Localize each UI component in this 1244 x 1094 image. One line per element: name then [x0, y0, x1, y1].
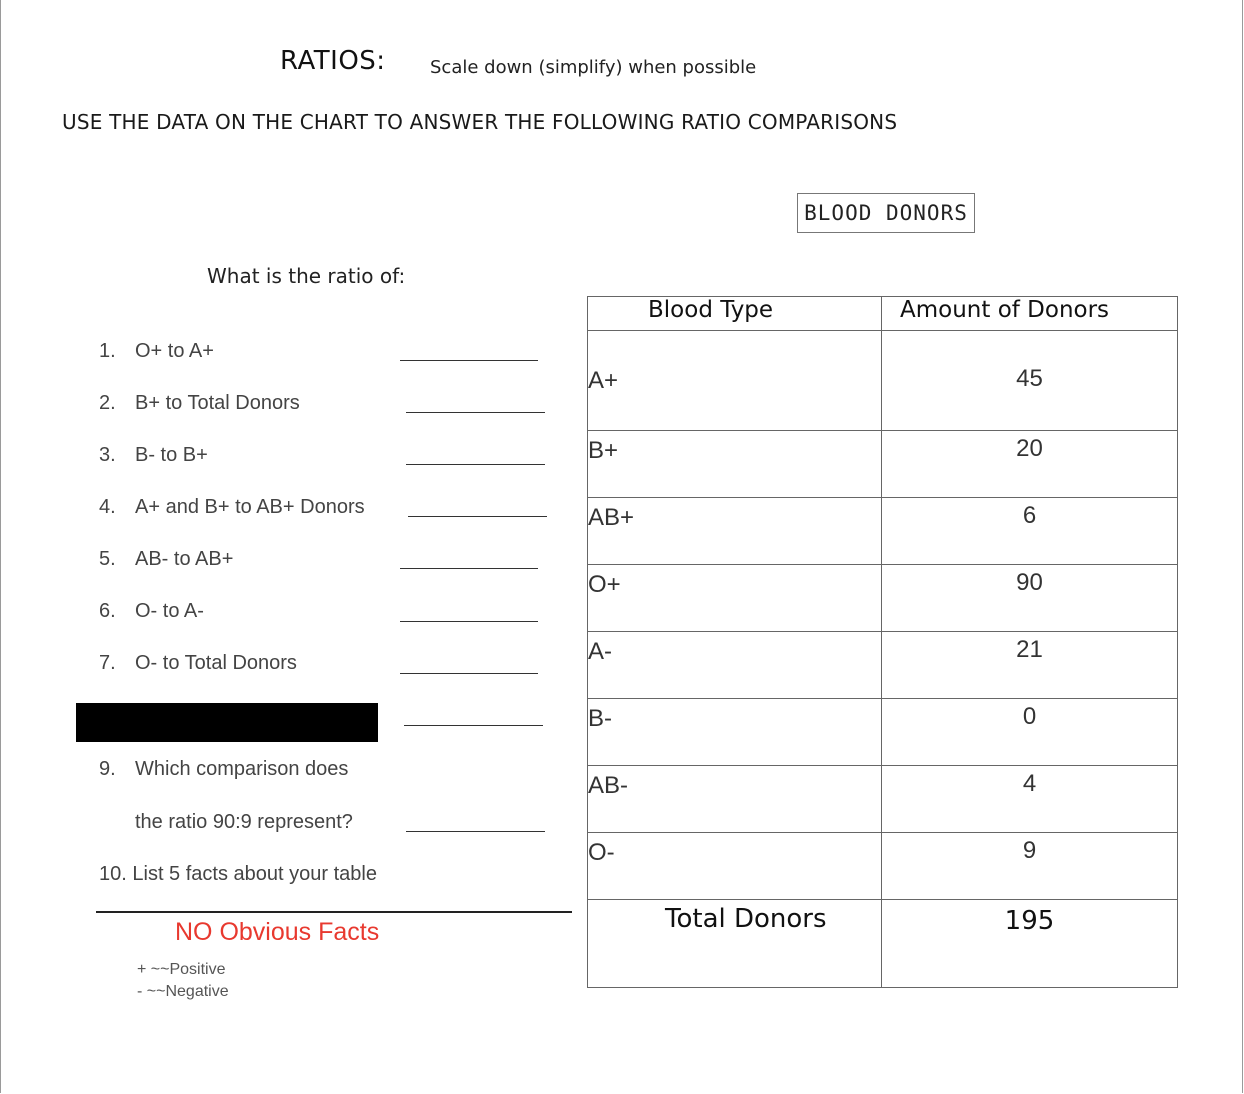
header-amount-of-donors: Amount of Donors [882, 297, 1178, 331]
answer-line-8[interactable] [404, 725, 543, 726]
question-text: O+ to A+ [135, 340, 214, 362]
blood-type-cell: AB- [588, 766, 882, 833]
donor-amount-cell: 0 [882, 699, 1178, 766]
no-obvious-facts-note: NO Obvious Facts [175, 918, 380, 946]
donor-amount-cell: 90 [882, 565, 1178, 632]
donor-amount-cell: 21 [882, 632, 1178, 699]
question-9-continued [135, 811, 353, 834]
question-text: AB- to AB+ [135, 548, 234, 570]
question-number: 3. [99, 444, 116, 466]
blood-type-cell: B- [588, 699, 882, 766]
question-10 [99, 863, 377, 886]
page-subtitle: Scale down (simplify) when possible [430, 57, 757, 78]
blood-type-cell: O- [588, 833, 882, 900]
donor-amount-cell: 45 [882, 331, 1178, 431]
question-text: List 5 facts about your table [132, 863, 377, 885]
redacted-question-8 [76, 703, 378, 742]
question-3 [99, 444, 208, 467]
table-row [588, 331, 1178, 431]
table-row [588, 632, 1178, 699]
ratio-prompt: What is the ratio of: [207, 264, 406, 288]
donor-amount-cell: 4 [882, 766, 1178, 833]
table-header-row [588, 297, 1178, 331]
table-row [588, 699, 1178, 766]
header-blood-type: Blood Type [588, 297, 882, 331]
question-number: 6. [99, 600, 116, 622]
answer-line-6[interactable] [400, 621, 538, 622]
table-row [588, 431, 1178, 498]
legend-positive: + ~~Positive [137, 961, 226, 978]
table-row [588, 766, 1178, 833]
question-number: 1. [99, 340, 116, 362]
question-6 [99, 600, 204, 623]
answer-line-3[interactable] [406, 464, 545, 465]
question-number: 7. [99, 652, 116, 674]
answer-line-9[interactable] [406, 831, 545, 832]
question-7 [99, 652, 297, 675]
donor-amount-cell: 9 [882, 833, 1178, 900]
answer-line-2[interactable] [406, 412, 545, 413]
question-4 [99, 496, 365, 519]
question-text: B- to B+ [135, 444, 208, 466]
answer-line-1[interactable] [400, 360, 538, 361]
blood-type-cell: A- [588, 632, 882, 699]
question-1 [99, 340, 214, 363]
question-5 [99, 548, 233, 571]
blood-type-cell: A+ [588, 331, 882, 431]
blood-type-cell: AB+ [588, 498, 882, 565]
table-row [588, 565, 1178, 632]
table-total-row [588, 900, 1178, 988]
question-9 [99, 758, 348, 781]
question-number: 2. [99, 392, 116, 414]
question-number: 4. [99, 496, 116, 518]
question-2 [99, 392, 300, 415]
answer-line-7[interactable] [400, 673, 538, 674]
blood-donor-table [587, 296, 1178, 988]
table-row [588, 498, 1178, 565]
question-number: 5. [99, 548, 116, 570]
total-donors-value: 195 [882, 900, 1178, 988]
answer-line-5[interactable] [400, 568, 538, 569]
blood-type-cell: O+ [588, 565, 882, 632]
question-text: the ratio 90:9 represent? [135, 811, 353, 833]
blood-donors-stamp: BLOOD DONORS [797, 193, 975, 233]
question-text: O- to A- [135, 600, 204, 622]
question-text: Which comparison does [135, 758, 349, 780]
table-row [588, 833, 1178, 900]
total-donors-label: Total Donors [588, 900, 882, 988]
question-number: 9. [99, 758, 116, 780]
donor-amount-cell: 6 [882, 498, 1178, 565]
legend-negative: - ~~Negative [137, 983, 229, 1000]
instructions: USE THE DATA ON THE CHART TO ANSWER THE FOLLOWING RATIO COMPARISONS [62, 110, 898, 134]
question-text: A+ and B+ to AB+ Donors [135, 496, 365, 518]
answer-line-4[interactable] [408, 516, 547, 517]
page-title: RATIOS: [280, 46, 386, 76]
donor-amount-cell: 20 [882, 431, 1178, 498]
question-text: O- to Total Donors [135, 652, 297, 674]
facts-answer-line[interactable] [96, 911, 572, 913]
question-number: 10. [99, 863, 127, 885]
blood-type-cell: B+ [588, 431, 882, 498]
question-text: B+ to Total Donors [135, 392, 300, 414]
